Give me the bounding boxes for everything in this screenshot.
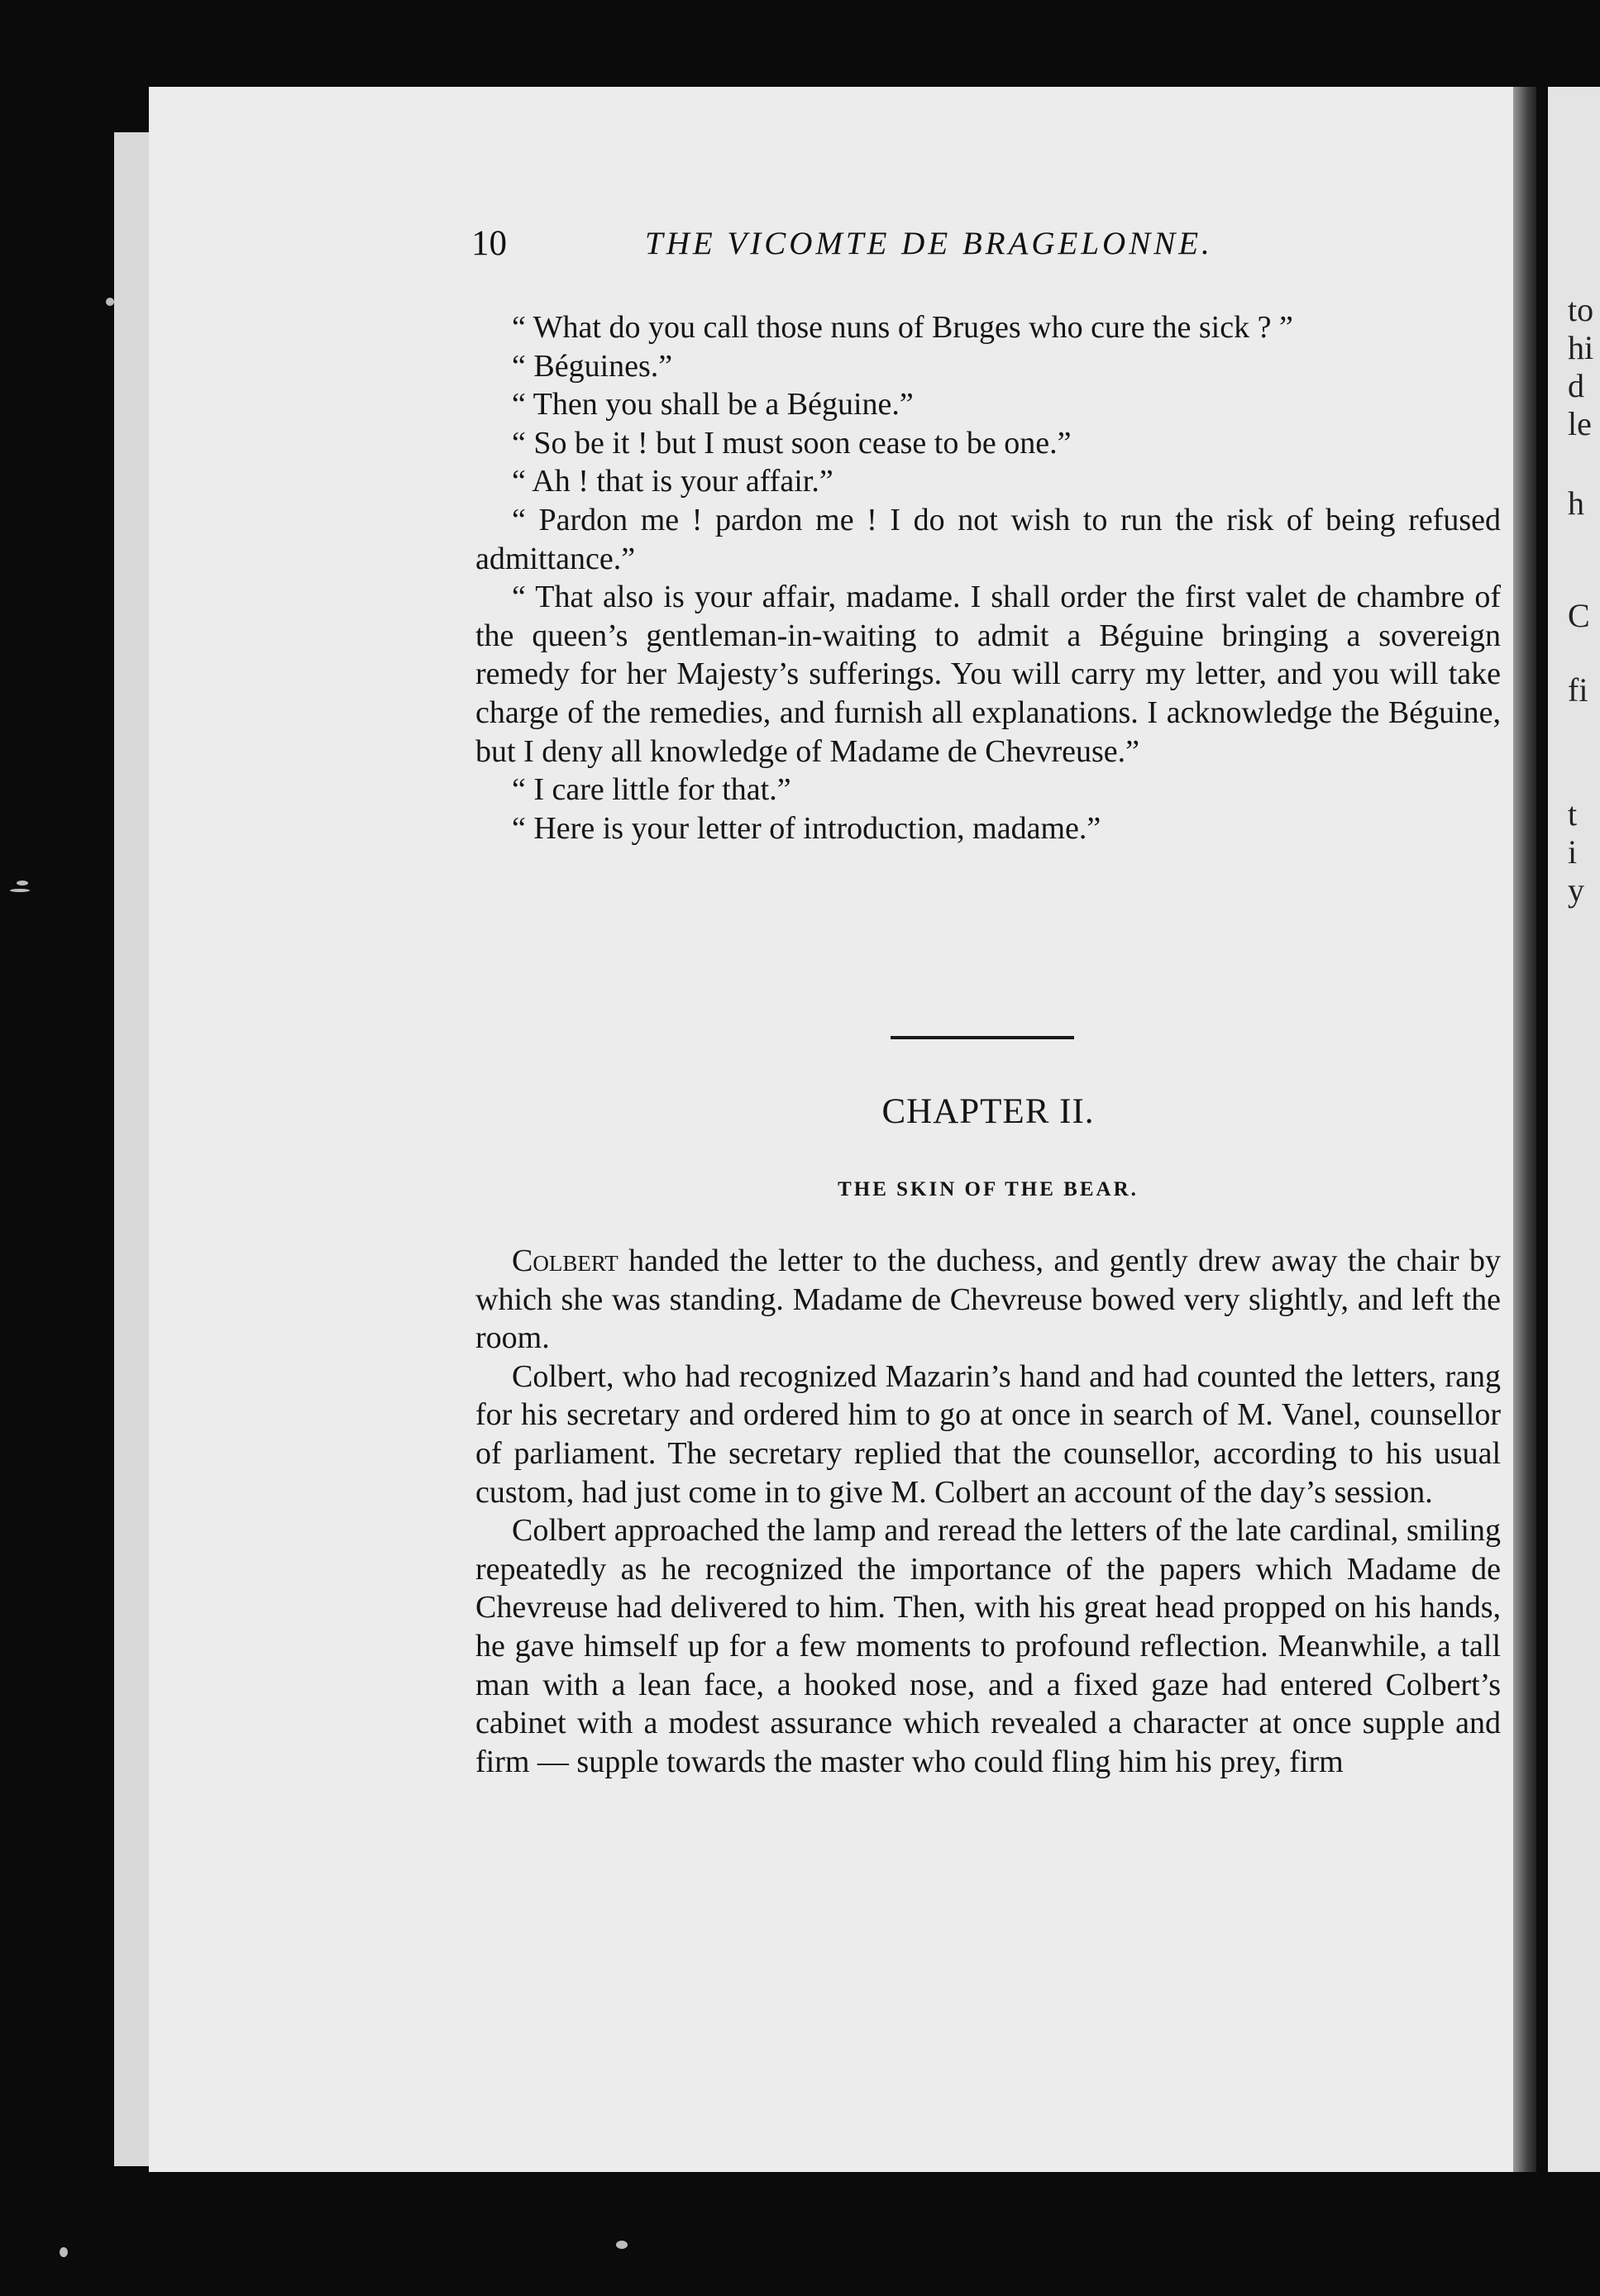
body-paragraph <box>475 1242 1501 1358</box>
dialogue-block <box>475 308 1501 847</box>
section-divider-rule <box>891 1036 1074 1039</box>
book-title-header: THE VICOMTE DE BRAGELONNE. <box>645 226 1213 261</box>
adjacent-page-fragment: d <box>1568 367 1584 404</box>
dialogue-line: “ Here is your letter of introduction, madame.” <box>512 810 1101 846</box>
dialogue-line: “ What do you call those nuns of Bruges who cure the sick ? ” <box>512 310 1293 345</box>
page-number: 10 <box>471 224 507 263</box>
dialogue-line: “ Then you shall be a Béguine.” <box>512 387 914 422</box>
dialogue-line: “ Ah ! that is your affair.” <box>512 464 833 499</box>
adjacent-page-fragment: fi <box>1568 671 1588 709</box>
paragraph-text: handed the letter to the duchess, and gently drew away the chair by which she was standing. Madame de Chevreuse bowed very slightly, and left the room. <box>475 1243 1501 1356</box>
adjacent-page-fragment: i <box>1568 833 1578 871</box>
dialogue-line: “ I care little for that.” <box>512 772 791 808</box>
adjacent-page-fragment: to <box>1568 291 1594 328</box>
dialogue-line: “ That also is your affair, madame. I shall order the first valet de chambre of the queen’s gentleman-in-waiting to admit a Béguine bringing a sovereign remedy for her Majesty’s sufferings. You will carry my letter, and you will take charge of the remedies, and furnish all explanations. I acknowledge the Béguine, but I deny all knowledge of Madame de Chevreuse.” <box>475 580 1501 769</box>
chapter-heading: CHAPTER II. <box>881 1092 1095 1131</box>
page-gutter-shadow <box>1513 87 1536 2172</box>
paragraph-lead-word: Colbert <box>512 1243 619 1278</box>
adjacent-page-fragment: t <box>1568 795 1578 833</box>
scan-speck <box>17 881 28 885</box>
dialogue-line: “ Pardon me ! pardon me ! I do not wish to run the risk of being refused admittance.” <box>475 502 1501 576</box>
adjacent-page-fragment: y <box>1568 871 1584 909</box>
body-paragraph: Colbert, who had recognized Mazarin’s hand and had counted the letters, rang for his secretary and ordered him to go at once in search of M. Vanel, counsellor of parliament. The secretary replied that the counsellor, according to his usual custom, had just come in to give M. Colbert an account of the day’s session. <box>475 1358 1501 1510</box>
dialogue-line: “ So be it ! but I must soon cease to be one.” <box>512 425 1072 461</box>
chapter-body <box>475 1242 1501 1781</box>
chapter-subtitle: THE SKIN OF THE BEAR. <box>838 1178 1139 1201</box>
adjacent-page-edge <box>1548 87 1600 2172</box>
adjacent-page-fragment: hi <box>1568 329 1594 366</box>
scan-speck <box>106 298 114 306</box>
adjacent-page-fragment: C <box>1568 597 1590 634</box>
scan-speck <box>616 2241 628 2249</box>
adjacent-page-fragment: le <box>1568 405 1592 442</box>
running-head <box>471 223 1385 273</box>
scan-speck <box>60 2247 68 2257</box>
body-paragraph: Colbert approached the lamp and reread the letters of the late cardinal, smiling repeatedly as he recognized the importance of the papers which Madame de Chevreuse had delivered to him. Then, with his great head propped on his hands, he gave himself up for a few moments to profound reflection. Meanwhile, a tall man with a lean face, a hooked nose, and a fixed gaze had entered Colbert’s cabinet with a modest assurance which revealed a character at once supple and firm — supple towards the master who could fling him his prey, firm <box>475 1513 1501 1779</box>
adjacent-page-fragment: h <box>1568 484 1584 522</box>
dialogue-line: “ Béguines.” <box>512 348 673 384</box>
scan-speck <box>10 889 30 892</box>
